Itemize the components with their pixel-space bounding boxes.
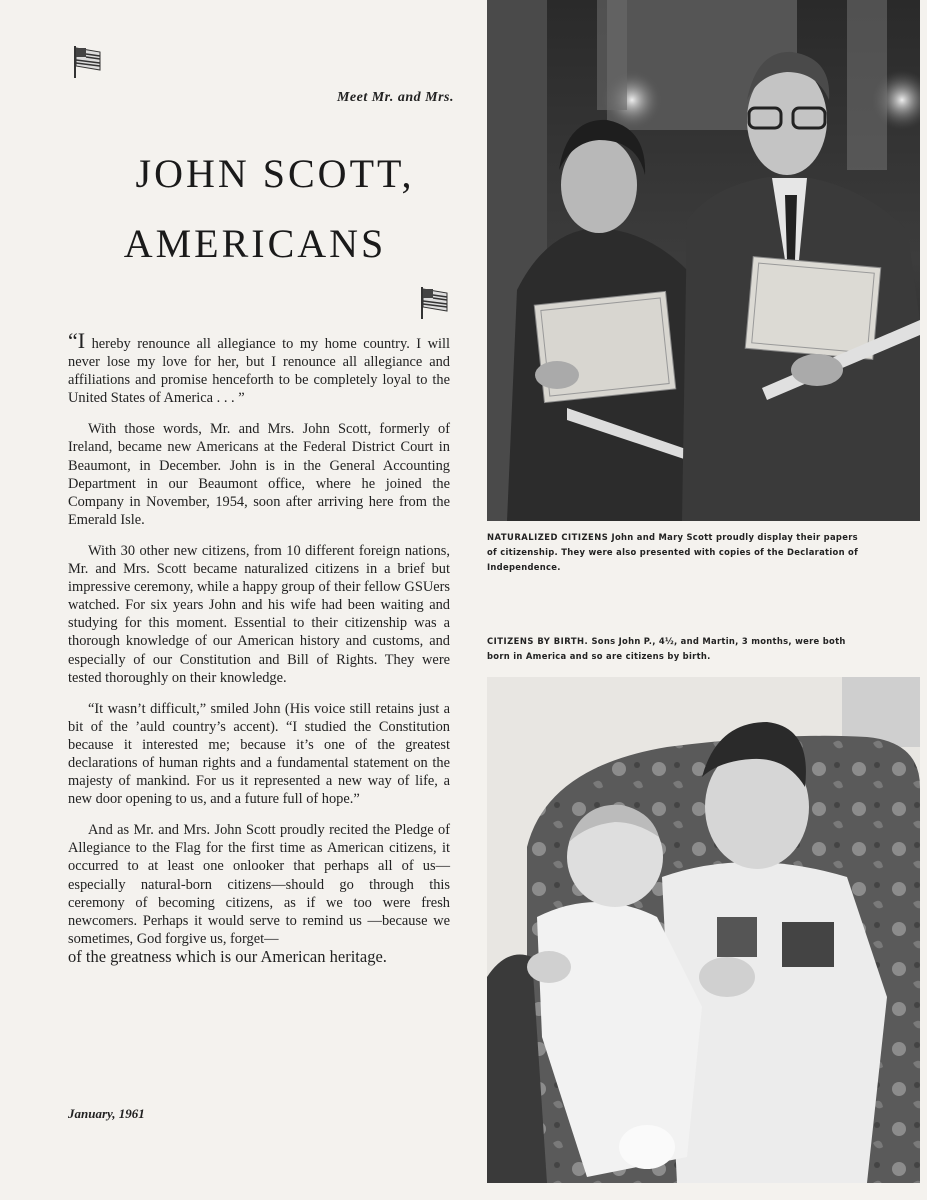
paragraph: And as Mr. and Mrs. John Scott proudly recited the Pledge of Allegiance to the Flag for the first time as American citizens, it occurred to at least one onlooker that perhaps all of us—especially natural-born citizens—should go through this ceremony of becoming citizens, as if we too were fresh newcomers. Perhaps it would serve to remind us —because we sometimes, God forgive us, forget— of the greatness which is our American heritage. xyxy=(68,822,450,966)
flag-icon xyxy=(72,44,104,80)
paragraph: “It wasn’t difficult,” smiled John (His voice still retains just a bit of the ’auld country’s accent). “I studied the Constitution because it interested me; because it’s one of the greatest declarations of human rights and a fundamental statement on the majesty of mankind. For us it represented a new way of life, a new door opening to us, and a future full of hope.” xyxy=(68,700,450,808)
caption-sons: CITIZENS BY BIRTH. Sons John P., 4½, and Martin, 3 months, were both born in America and so are citizens by birth. xyxy=(487,636,846,661)
couple-photo-image xyxy=(487,0,920,521)
sons-photo-image xyxy=(487,677,920,1183)
paragraph: With 30 other new citizens, from 10 different foreign nations, Mr. and Mrs. Scott became naturalized citizens in a brief but impressive ceremony, while a happy group of their fellow GSUers watched. For six years John and his wife had been waiting and studying for this moment. Essential to their citizenship was a thorough knowledge of our American history and customs, and especially of our Constitution and Bill of Rights. They were tested thoroughly on their knowledge. xyxy=(68,542,450,686)
drop-cap: “I xyxy=(68,328,86,353)
page-title-line2: AMERICANS xyxy=(123,221,387,266)
caption-couple: NATURALIZED CITIZENS John and Mary Scott proudly display their papers of citizenship. They were also presented with copies of the Declaration of Independence. xyxy=(487,532,859,572)
paragraph: With those words, Mr. and Mrs. John Scott, formerly of Ireland, became new Americans at the Federal District Court in Beaumont, in December. John is in the General Accounting Department in our Beaumont office, where he joined the Company in November, 1954, soon after arriving here from the Emerald Isle. xyxy=(68,421,450,528)
page-title: JOHN SCOTT, xyxy=(135,151,415,196)
kicker: Meet Mr. and Mrs. xyxy=(336,90,454,105)
photo-sons xyxy=(487,677,920,1183)
photo-couple xyxy=(487,0,920,521)
opening-quote: “I hereby renounce all allegiance to my home country. I will never lose my love for her, but I renounce all allegiance and affiliations and promise henceforth to be completely loyal to the United States of America . . . ” xyxy=(68,328,450,407)
closing-line: of the greatness which is our American heritage. xyxy=(68,946,387,966)
article-body xyxy=(68,328,450,967)
dateline: January, 1961 xyxy=(68,1106,145,1121)
flag-icon xyxy=(418,285,452,321)
